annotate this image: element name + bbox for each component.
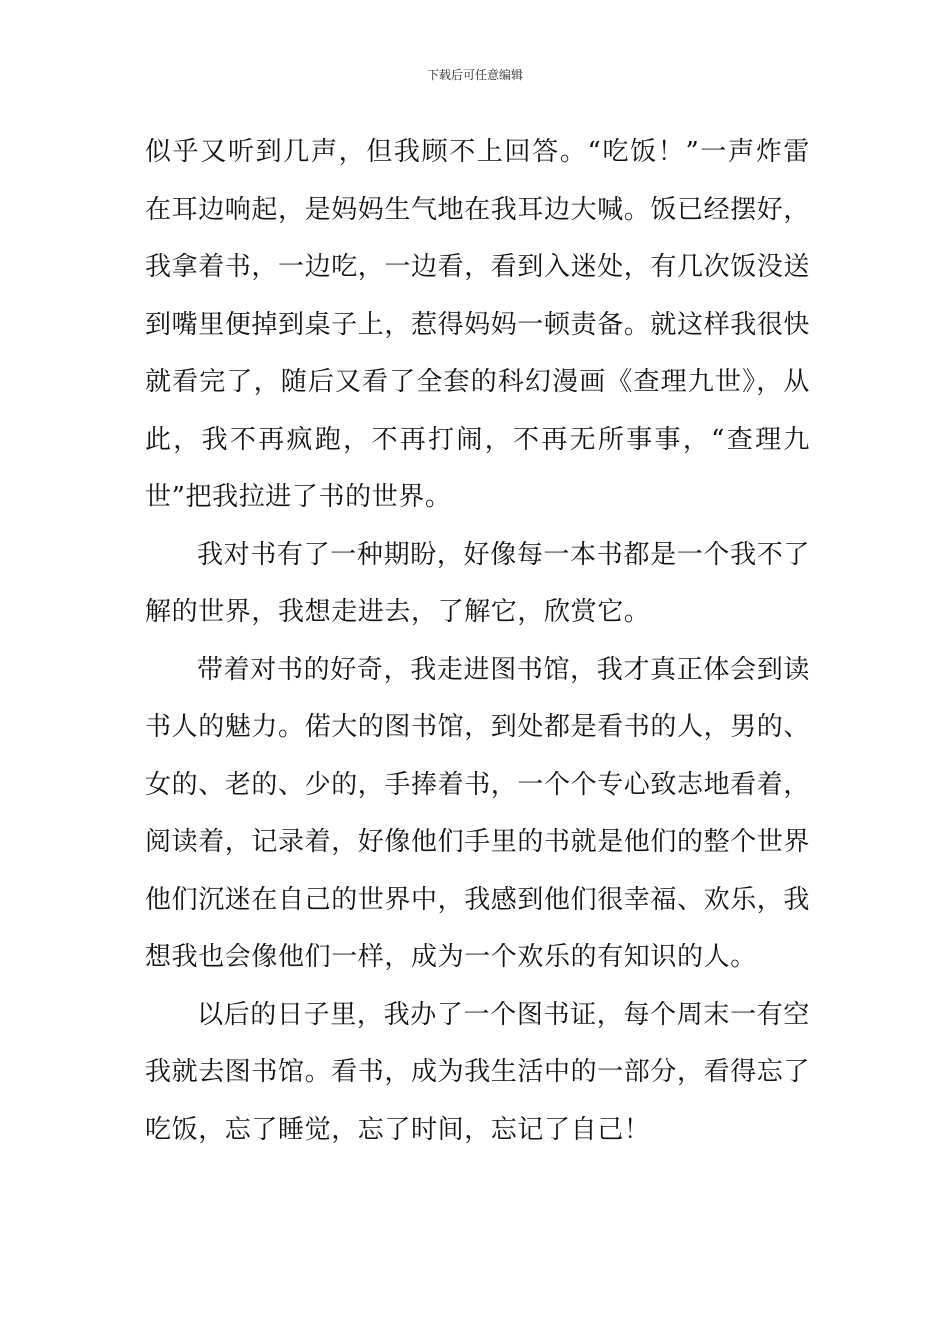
text-line: 在耳边响起，是妈妈生气地在我耳边大喊。饭已经摆好， bbox=[145, 194, 811, 225]
text-line: 解的世界，我想走进去，了解它，欣赏它。 bbox=[145, 597, 651, 627]
text-line: 我拿着书，一边吃，一边看，看到入迷处，有几次饭没送 bbox=[145, 252, 811, 282]
text-line: 他们沉迷在自己的世界中，我感到他们很幸福、欢乐，我 bbox=[145, 884, 811, 915]
text-line: 阅读着，记录着，好像他们手里的书就是他们的整个世界 bbox=[145, 827, 811, 857]
document-body bbox=[145, 130, 810, 1165]
text-line: 吃饭，忘了睡觉，忘了时间，忘记了自己！ bbox=[145, 1114, 651, 1145]
page-header: 下载后可任意编辑 bbox=[426, 68, 523, 82]
text-line: 就看完了，随后又看了全套的科幻漫画《查理九世》，从 bbox=[145, 367, 810, 397]
text-line: 书人的魅力。偌大的图书馆，到处都是看书的人，男的、 bbox=[145, 712, 811, 742]
text-line: 到嘴里便掉到桌子上，惹得妈妈一顿责备。就这样我很快 bbox=[145, 309, 811, 340]
text-line: 女的、老的、少的，手捧着书，一个个专心致志地看着， bbox=[145, 769, 811, 800]
paragraph-first-line: 带着对书的好奇，我走进图书馆，我才真正体会到读 bbox=[197, 654, 810, 685]
text-line: 此，我不再疯跑，不再打闹，不再无所事事，“查理九 bbox=[145, 424, 810, 455]
text-line: 我就去图书馆。看书，成为我生活中的一部分，看得忘了 bbox=[145, 1057, 811, 1087]
paragraph-first-line: 以后的日子里，我办了一个图书证，每个周末一有空 bbox=[197, 999, 810, 1030]
text-line: 似乎又听到几声，但我顾不上回答。“吃饭！”一声炸雷 bbox=[145, 137, 810, 167]
text-line: 世”把我拉进了书的世界。 bbox=[145, 482, 452, 512]
text-line: 想我也会像他们一样，成为一个欢乐的有知识的人。 bbox=[145, 942, 757, 972]
paragraph-first-line: 我对书有了一种期盼，好像每一本书都是一个我不了 bbox=[197, 539, 810, 570]
